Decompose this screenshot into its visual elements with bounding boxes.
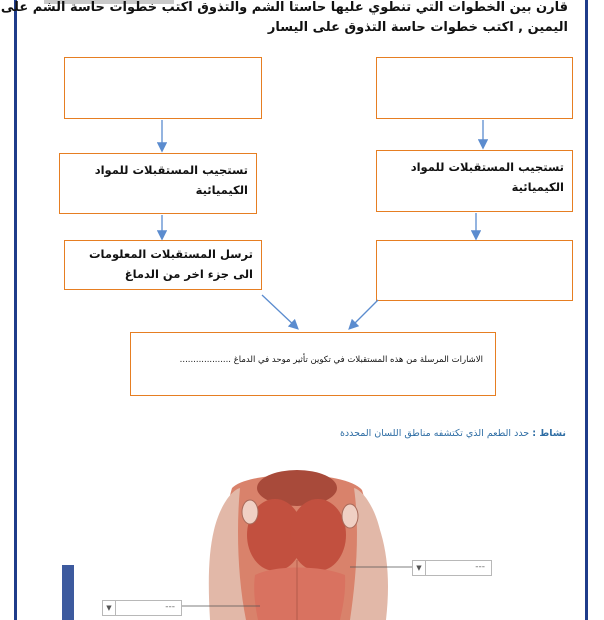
smell-step-2-text: تستجيب المستقبلات للمواد الكيميائية — [410, 160, 564, 194]
decorative-side-bar — [62, 565, 74, 620]
activity-label: نشاط : — [532, 428, 566, 439]
taste-zone-dropdown-right[interactable] — [412, 560, 492, 576]
taste-step-3-text: ترسل المستقبلات المعلومات الى جزء اخر من الدماغ — [88, 247, 253, 281]
arrow-smell-to-result — [350, 300, 378, 328]
instruction-line-1: قارن بين الخطوات التي تنطوي عليها حاستا الشم والتذوق اكتب خطوات حاسة الشم على — [0, 0, 568, 15]
chevron-down-icon: ▼ — [103, 601, 116, 615]
dropdown-value: --- — [475, 562, 485, 572]
activity-line — [340, 428, 566, 439]
tongue-illustration — [209, 470, 388, 620]
dropdown-value: --- — [165, 602, 175, 612]
arrow-taste-to-result — [262, 295, 297, 328]
taste-step-2-text: تستجيب المستقبلات للمواد الكيميائية — [94, 163, 248, 197]
taste-zone-dropdown-left[interactable] — [102, 600, 182, 616]
activity-text: حدد الطعم الذي تكتشفه مناطق اللسان المحددة — [339, 428, 530, 439]
chevron-down-icon: ▼ — [413, 561, 426, 575]
result-text: الاشارات المرسلة من هذه المستقبلات في تكوين تأثير موحد في الدماغ ................... — [179, 355, 483, 365]
instruction-line-2: اليمين , اكتب خطوات حاسة التذوق على اليسار — [267, 20, 568, 35]
